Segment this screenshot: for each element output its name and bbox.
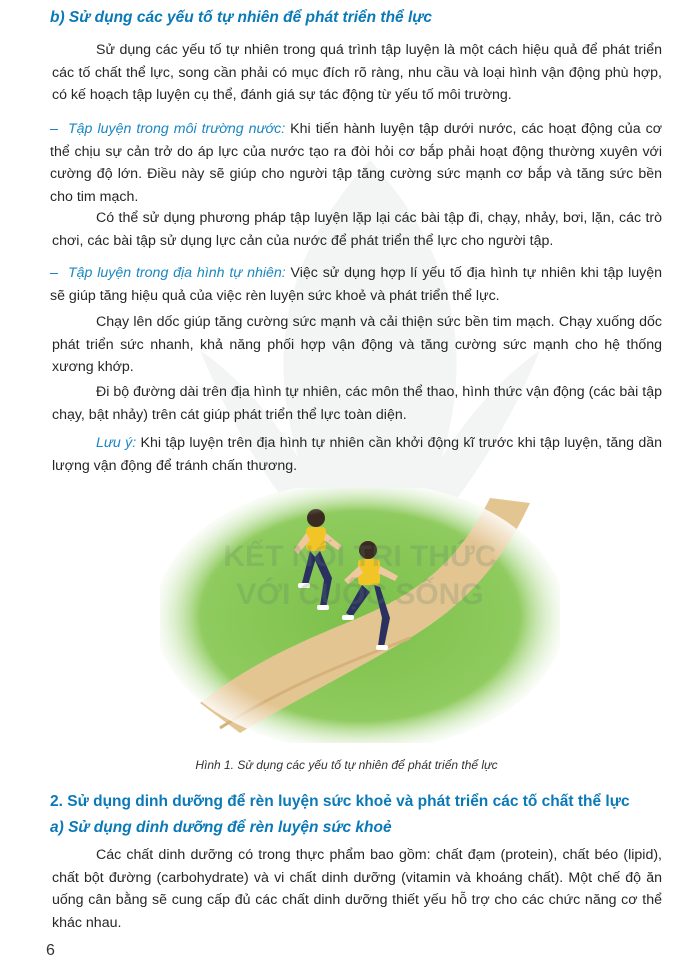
paragraph-hill-running: Chạy lên dốc giúp tăng cường sức mạnh và cải thiện sức bền tim mạch. Chạy xuống dốc phát triển sức nhanh, khả năng phối hợp vận động và tăng cường sức mạnh cho hệ thống xương khớp. xyxy=(52,314,662,375)
lead-water-training: Tập luyện trong môi trường nước: xyxy=(68,121,286,137)
figure-runners-illustration xyxy=(160,488,560,743)
note-text: Khi tập luyện trên địa hình tự nhiên cần khởi động kĩ trước khi tập luyện, tăng dần lượng vận động để tránh chấn thương. xyxy=(52,435,663,474)
paragraph-long-walk: Đi bộ đường dài trên địa hình tự nhiên, các môn thể thao, hình thức vận động (các bài tập chạy, bật nhảy) trên cát giúp phát triển thể lực toàn diện. xyxy=(52,384,662,423)
paragraph-intro: Sử dụng các yếu tố tự nhiên trong quá trình tập luyện là một cách hiệu quả để phát triển các tố chất thể lực, song cần phải có mục đích rõ ràng, nhu cầu và loại hình vận động phù hợp, có kế hoạch tập luyện cụ thể, đánh giá sự tác động từ yếu tố môi trường. xyxy=(52,42,662,103)
section-heading-2a: a) Sử dụng dinh dưỡng để rèn luyện sức khoẻ xyxy=(50,819,392,836)
dash-bullet: – xyxy=(50,265,58,281)
paragraph-nutrition: Các chất dinh dưỡng có trong thực phẩm bao gồm: chất đạm (protein), chất béo (lipid), chất bột đường (carbohydrate) và vi chất dinh dưỡng (vitamin và khoáng chất). Một chế độ ăn uống cân bằng sẽ cung cấp đủ các chất dinh dưỡng thiết yếu hỗ trợ cho các chức năng cơ thể khác nhau. xyxy=(52,847,662,931)
section-heading-b: b) Sử dụng các yếu tố tự nhiên để phát triển thể lực xyxy=(50,9,432,26)
note-label: Lưu ý: xyxy=(96,435,137,451)
text-water-training: Khi tiến hành luyện tập dưới nước, các hoạt động của cơ thể chịu sự cản trở do áp lực của nước tạo ra đòi hỏi cơ bắp phải hoạt động thường xuyên với cường độ lớn. Điều này sẽ giúp cho người tập tăng cường sức mạnh cơ bắp và tăng sức bền cho tim mạch. xyxy=(50,121,663,205)
lead-terrain-training: Tập luyện trong địa hình tự nhiên: xyxy=(68,265,286,281)
dash-bullet: – xyxy=(50,121,58,137)
page-number: 6 xyxy=(46,942,55,959)
section-heading-2: 2. Sử dụng dinh dưỡng để rèn luyện sức khoẻ và phát triển các tố chất thể lực xyxy=(50,793,630,810)
list-item-terrain-training xyxy=(50,262,662,307)
figure-caption: Hình 1. Sử dụng các yếu tố tự nhiên để phát triển thể lực xyxy=(195,758,498,772)
note-paragraph xyxy=(52,432,662,477)
paragraph-water-methods: Có thể sử dụng phương pháp tập luyện lặp lại các bài tập đi, chạy, nhảy, bơi, lặn, các trò chơi, các bài tập sử dụng lực cản của nước để phát triển thể lực cho người tập. xyxy=(52,210,662,249)
text-terrain-training: Việc sử dụng hợp lí yếu tố địa hình tự nhiên khi tập luyện sẽ giúp tăng hiệu quả của việc rèn luyện sức khoẻ và phát triển thể lực. xyxy=(50,265,662,304)
list-item-water-training xyxy=(50,118,662,208)
